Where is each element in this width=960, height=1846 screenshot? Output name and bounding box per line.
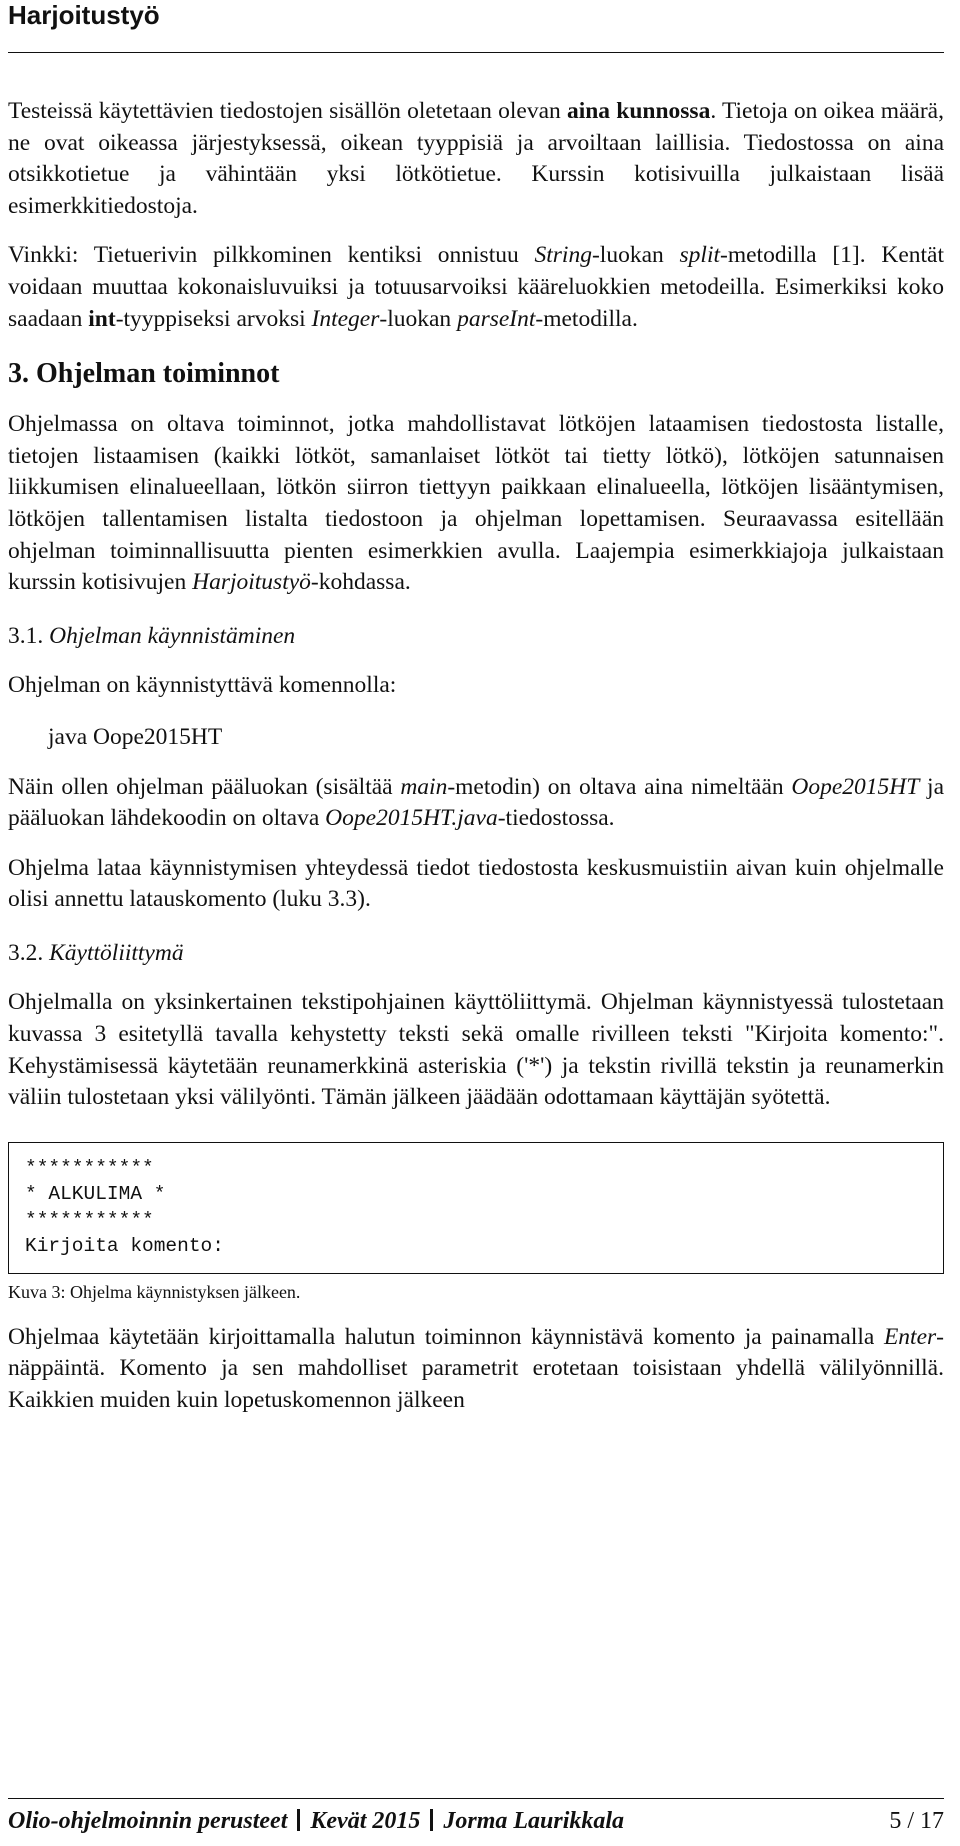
section-number: 3.2. [8,939,44,966]
text-span: -kohdassa. [310,569,411,596]
section-title: Ohjelman käynnistäminen [49,622,296,649]
class-name-italic: Oope2015HT [791,773,920,800]
footer-separator [430,1809,433,1831]
text-span: Vinkki: Tietuerivin pilkkominen kentiksi onnistuu [8,242,535,269]
footer-author: Jorma Laurikkala [443,1808,625,1834]
console-line: *********** [25,1208,154,1231]
start-command: java Oope2015HT [48,723,223,750]
footer-rule [8,1798,944,1799]
link-term-italic: Harjoitustyö [192,569,311,596]
footer-left [8,1806,624,1836]
text-span: Ohjelmaa käytetään kirjoittamalla halutun toiminnon käynnistävä komento ja painamalla [8,1323,884,1350]
section-3-2-paragraph-1: Ohjelmalla on yksinkertainen tekstipohjainen käyttöliittymä. Ohjelman käynnistyessä tulostetaan kuvassa 3 esitetyllä tavalla kehystetty teksti sekä omalle rivilleen teksti "Kirjoita komento:". Kehystämisessä käytetään reunamerkkinä asteriskia ('*') ja tekstin rivillä tekstin ja reunamerkin väliin tulostetaan yksi välilyönti. Tämän jälkeen jäädään odottamaan käyttäjän syötettä. [8,989,944,1111]
page-content [8,96,944,1417]
type-name-bold: int [88,305,116,332]
text-span: -tyyppiseksi arvoksi [115,305,312,332]
text-span: -näppäintä. Komento ja sen mahdolliset parametrit erotetaan toisistaan yhdellä välilyönnillä. Kaikkien muiden kuin lopetuskomennon jälkeen [8,1323,944,1414]
class-name-italic: Integer [311,305,380,332]
class-name-italic: String [534,242,592,269]
section-3-2-heading [8,938,944,970]
text-span: -luokan [591,242,680,269]
page-number: 5 / 17 [889,1808,944,1834]
console-output-figure [8,1142,944,1274]
section-number: 3.1. [8,622,44,649]
footer-separator [297,1809,300,1831]
figure-caption: Kuva 3: Ohjelma käynnistyksen jälkeen. [8,1281,301,1302]
text-span: -luokan [379,305,458,332]
section-3-paragraph [8,409,944,599]
section-3-1-heading [8,621,944,653]
section-3-2-paragraph-2 [8,1322,944,1417]
section-3-1-paragraph-2 [8,772,944,835]
section-3-1-paragraph-3: Ohjelma lataa käynnistymisen yhteydessä tiedot tiedostosta keskusmuistiin aivan kuin ohjelmalle olisi annettu latauskomento (luku 3.3). [8,854,944,913]
page-footer [8,1806,944,1836]
header-rule [8,52,944,53]
intro-paragraph-1 [8,96,944,222]
text-span: -tiedostossa. [497,805,615,832]
section-3-1-paragraph-1: Ohjelman on käynnistyttävä komennolla: [8,672,397,699]
key-name-italic: Enter [883,1323,937,1350]
emphasis-bold: aina kunnossa [566,98,711,124]
section-title: Käyttöliittymä [49,939,184,966]
file-name-italic: Oope2015HT.java [325,805,498,832]
footer-course: Olio-ohjelmoinnin perusteet [8,1808,288,1834]
text-span: ja pääluokan lähdekoodin on oltava [8,773,944,832]
running-header-title: Harjoitustyö [8,0,160,30]
text-span: -metodilla. [535,305,638,332]
text-span: Näin ollen ohjelman pääluokan (sisältää [8,773,401,800]
text-span: -metodilla [1]. Kentät voidaan muuttaa kokonaisluvuiksi ja totuusarvoiksi kääreluokkien metodeilla. Esimerkiksi koko saadaan [8,242,945,332]
method-name-italic: split [679,242,720,269]
method-name-italic: parseInt [457,305,536,332]
section-3-heading: 3. Ohjelman toiminnot [8,358,280,390]
text-span: . Tietoja on oikea määrä, ne ovat oikeassa järjestyksessä, oikean tyyppisiä ja arvoiltaan laillisia. Tiedostossa on aina otsikkotietue ja vähintään yksi lötkötietue. Kurssin kotisivuilla julkaistaan lisää esimerkkitiedostoja. [8,98,944,219]
footer-term: Kevät 2015 [310,1808,421,1834]
text-span: Ohjelmassa on oltava toiminnot, jotka mahdollistavat lötköjen lataamisen tiedostosta listalle, tietojen listaamisen (kaikki lötköt, samanlaiset lötköt tai tietty lötkö), lötköjen satunnaisen liikkumisen elinalueellaan, lötkön siirron tiettyyn paikkaan elinalueella, lötköjen lisääntymisen, lötköjen tallentamisen listalta tiedostoon ja ohjelman lopettamisen. Seuraavassa esitellään ohjelman toiminnallisuutta pienten esimerkkien avulla. Laajempia esimerkkiajoja julkaistaan kurssin kotisivujen [8,411,944,596]
method-name-italic: main [400,773,448,800]
intro-paragraph-2 [8,240,944,335]
text-span: -metodin) on oltava aina nimeltään [447,773,792,800]
console-line: * ALKULIMA * [25,1182,166,1205]
text-span: Testeissä käytettävien tiedostojen sisällön oletetaan olevan [8,98,567,124]
console-line: *********** [25,1156,154,1179]
console-line: Kirjoita komento: [25,1234,224,1257]
